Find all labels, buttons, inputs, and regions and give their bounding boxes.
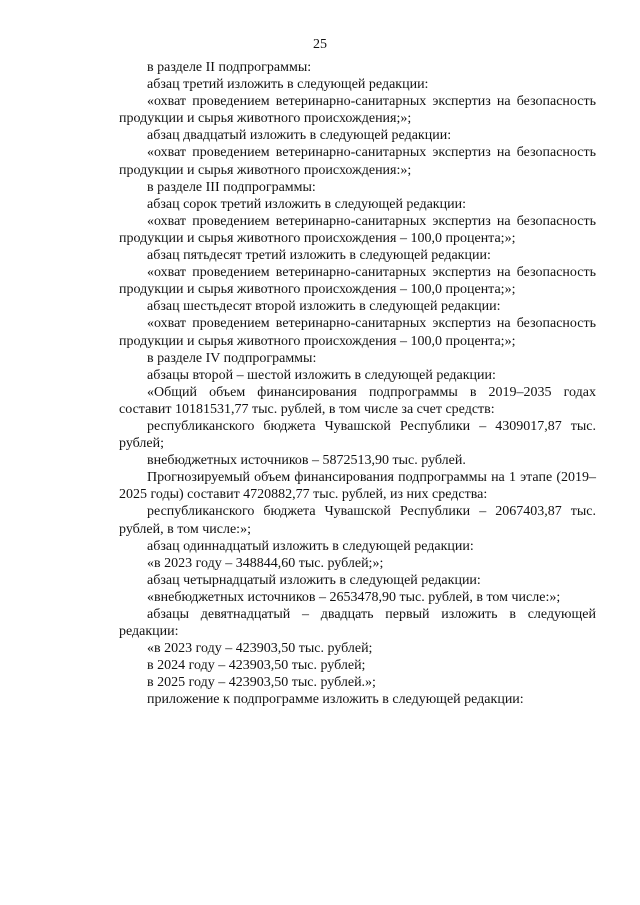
paragraph: абзац сорок третий изложить в следующей редакции:	[147, 196, 466, 212]
paragraph: «охват проведением ветеринарно-санитарных экспертиз на безопасность продукции и сырья животного происхождения – 100,0 процента;»;	[119, 316, 596, 349]
paragraph: Прогнозируемый объем финансирования подпрограммы на 1 этапе (2019–2025 годы) составит 4720882,77 тыс. рублей, из них средства:	[119, 470, 596, 503]
paragraph: «в 2023 году – 348844,60 тыс. рублей;»;	[147, 555, 384, 571]
paragraph: в разделе II подпрограммы:	[147, 60, 312, 75]
paragraph: в разделе IV подпрограммы:	[147, 350, 317, 366]
paragraph: республиканского бюджета Чувашской Республики – 2067403,87 тыс. рублей, в том числе:»;	[119, 504, 596, 537]
paragraph: абзац четырнадцатый изложить в следующей редакции:	[147, 572, 481, 588]
paragraph: внебюджетных источников – 5872513,90 тыс. рублей.	[147, 453, 466, 469]
page-number: 25	[313, 37, 327, 52]
paragraph: абзац двадцатый изложить в следующей редакции:	[147, 128, 452, 144]
paragraph: в разделе III подпрограммы:	[147, 179, 316, 195]
paragraph: «охват проведением ветеринарно-санитарных экспертиз на безопасность продукции и сырья животного происхождения:»;	[119, 145, 596, 178]
paragraph: «охват проведением ветеринарно-санитарных экспертиз на безопасность продукции и сырья животного происхождения;»;	[119, 94, 596, 127]
paragraph: абзацы девятнадцатый – двадцать первый изложить в следующей редакции:	[119, 607, 596, 640]
paragraph: приложение к подпрограмме изложить в следующей редакции:	[147, 692, 524, 708]
paragraph: «охват проведением ветеринарно-санитарных экспертиз на безопасность продукции и сырья животного происхождения – 100,0 процента;»;	[119, 265, 596, 298]
paragraph: абзац одиннадцатый изложить в следующей редакции:	[147, 538, 474, 554]
paragraph: «внебюджетных источников – 2653478,90 тыс. рублей, в том числе:»;	[147, 589, 561, 605]
paragraph: республиканского бюджета Чувашской Республики – 4309017,87 тыс. рублей;	[119, 418, 596, 452]
paragraph: абзац шестьдесят второй изложить в следующей редакции:	[147, 299, 501, 315]
paragraph: в 2024 году – 423903,50 тыс. рублей;	[147, 658, 366, 674]
paragraph: в 2025 году – 423903,50 тыс. рублей.»;	[147, 675, 376, 691]
paragraph: «Общий объем финансирования подпрограммы в 2019–2035 годах составит 10181531,77 тыс. рублей, в том числе за счет средств:	[119, 384, 596, 417]
document-body	[119, 59, 596, 709]
paragraph: абзац пятьдесят третий изложить в следующей редакции:	[147, 248, 491, 264]
paragraph: «в 2023 году – 423903,50 тыс. рублей;	[147, 641, 373, 657]
paragraph: абзацы второй – шестой изложить в следующей редакции:	[147, 367, 496, 383]
paragraph: абзац третий изложить в следующей редакции:	[147, 77, 429, 93]
paragraph: «охват проведением ветеринарно-санитарных экспертиз на безопасность продукции и сырья животного происхождения – 100,0 процента;»;	[119, 213, 596, 246]
